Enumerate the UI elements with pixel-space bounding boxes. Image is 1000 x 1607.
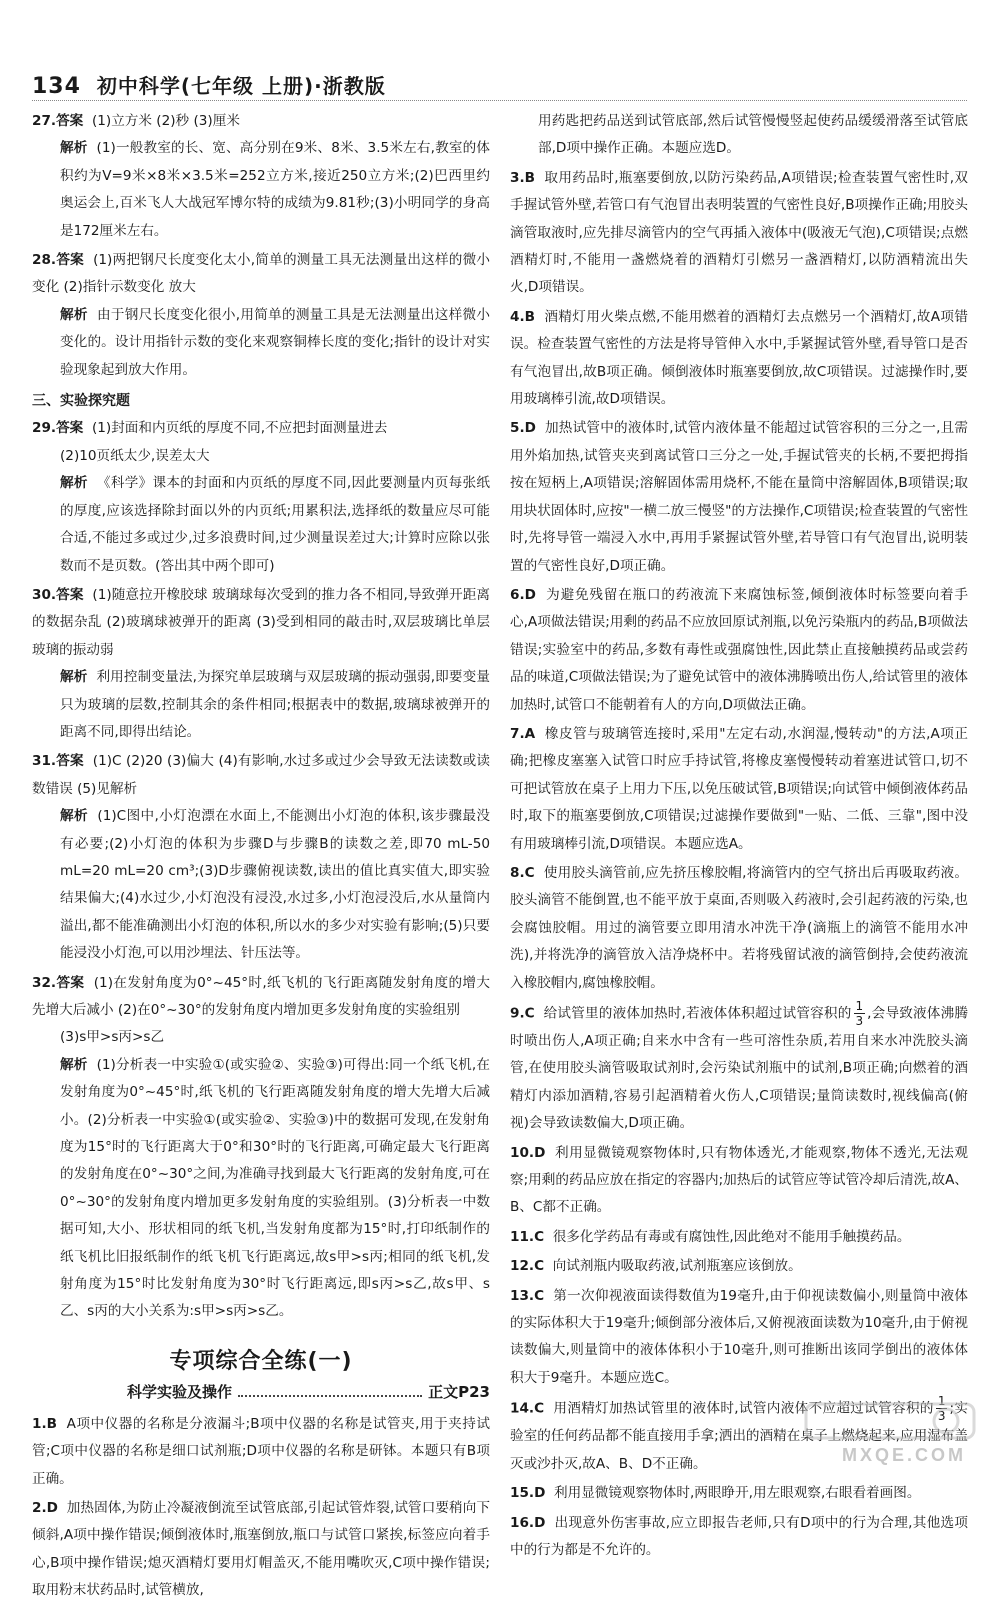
right-column <box>510 108 968 1566</box>
answer-label: 答案 <box>56 252 84 269</box>
answer-label: 答案 <box>56 420 84 437</box>
fraction-one-third <box>854 999 866 1028</box>
book-title: 初中科学(七年级 上册)·浙教版 <box>96 74 386 98</box>
question-32 <box>32 970 490 1326</box>
solution-number: 9.C <box>510 1005 535 1022</box>
chapter-title: 专项综合全练(一) <box>169 1348 353 1374</box>
solution-text: A项中仪器的名称是分液漏斗;B项中仪器的名称是试管夹,用于夹持试管;C项中仪器的名称是细口试剂瓶;D项中仪器的名称是研钵。本题只有B项正确。 <box>32 1415 490 1487</box>
answer-text-3: (3)s甲>s丙>s乙 <box>60 1029 165 1046</box>
question-30 <box>32 582 490 746</box>
answer-label: 答案 <box>56 113 84 129</box>
solution-number: 13.C <box>510 1287 545 1304</box>
solution-number: 5.D <box>510 420 536 437</box>
solution-4 <box>510 304 968 414</box>
explanation-label: 解析 <box>60 1056 88 1073</box>
question-number: 32. <box>32 974 57 991</box>
explanation-text: (1)分析表一中实验①(或实验②、实验③)可得出:同一个纸飞机,在发射角度为0°~45°时,纸飞机的飞行距离随发射角度的增大先增大后减小。(2)分析表一中实验①(或实验②、实验③)中的数据可发现,在发射角度为15°时的飞行距离大于0°和30°时的飞行距离,可确定最大飞行距离的发射角度在0°~30°之间,为准确寻找到最大飞行距离的发射角度,可在0°~30°的发射角度内增加更多发射角度的实验组别。(3)分析表一中数据可知,大小、形状相同的纸飞机,当发射角度都为15°时,打印纸制作的纸飞机比旧报纸制作的纸飞机飞行距离远,故s甲>s丙;相同的纸飞机,发射角度为15°时比发射角度为30°时飞行距离远,即s丙>s乙,故s甲、s乙、s丙的大小关系为:s甲>s丙>s乙。 <box>60 1056 491 1320</box>
solution-number: 14.C <box>510 1400 545 1417</box>
leader-dots <box>238 1395 422 1397</box>
solution-text: 向试剂瓶内吸取药液,试剂瓶塞应该倒放。 <box>552 1258 802 1275</box>
solution-text: 利用显微镜观察物体时,只有物体透光,才能观察,物体不透光,无法观察;用剩的药品应放在指定的容器内;加热后的试管应等试管冷却后清洗,故A、B、C都不正确。 <box>510 1144 968 1216</box>
page-header <box>32 70 386 99</box>
explanation-label: 解析 <box>60 808 88 825</box>
solution-text: 取用药品时,瓶塞要倒放,以防污染药品,A项错误;检查装置气密性时,双手握试管外壁,若管口有气泡冒出表明装置的气密性良好,B项操作正确;用胶头滴管取液时,应先排尽滴管内的空气再插入液体中(吸液无气泡),C项错误;点燃酒精灯时,不能用一盏燃烧着的酒精灯引燃另一盏酒精灯,以防酒精流出失火,D项错误。 <box>510 169 968 296</box>
solution-number: 6.D <box>510 586 536 603</box>
answer-text-2: (2)10页纸太少,误差太大 <box>60 447 210 464</box>
answer-text: (1)C (2)20 (3)偏大 (4)有影响,水过多或过少会导致无法读数或读数错误 (5)见解析 <box>32 753 490 797</box>
solution-text: 酒精灯用火柴点燃,不能用燃着的酒精灯去点燃另一个酒精灯,故A项错误。检查装置气密性的方法是将导管伸入水中,手紧握试管外壁,看导管口是否有气泡冒出,故B项正确。倾倒液体时瓶塞要倒放,故C项错误。过滤操作时,要用玻璃棒引流,故D项错误。 <box>510 308 968 408</box>
solution-number: 10.D <box>510 1144 546 1161</box>
solution-number: 2.D <box>32 1499 58 1516</box>
fraction-numerator: 1 <box>855 999 864 1013</box>
solution-number: 12.C <box>510 1258 545 1275</box>
question-number: 30. <box>32 586 57 603</box>
explanation-text: 《科学》课本的封面和内页纸的厚度不同,因此要测量内页每张纸的厚度,应该选择除封面以外的内页纸;用累积法,选择纸的数量应尽可能合适,不能过多或过少,过多浪费时间,过少测量误差过大;计算时应除以张数而不是页数。(答出其中两个即可) <box>60 475 490 574</box>
solution-number: 11.C <box>510 1228 545 1245</box>
solution-10 <box>510 1140 968 1222</box>
solution-11 <box>510 1224 968 1251</box>
solution-8 <box>510 860 968 997</box>
section-heading: 三、实验探究题 <box>32 393 130 410</box>
solution-6 <box>510 582 968 719</box>
solution-number: 3.B <box>510 169 535 186</box>
solution-text: 第一次仰视液面读得数值为19毫升,由于仰视读数偏小,则量筒中液体的实际体积大于19毫升;倾倒部分液体后,又俯视液面读数为10毫升,由于俯视读数偏大,则量筒中的液体体积小于10毫升,则可推断出该同学倒出的液体体积大于9毫升。本题应选C。 <box>510 1287 968 1386</box>
solution-text: 利用显微镜观察物体时,两眼睁开,用左眼观察,右眼看着画图。 <box>554 1485 921 1502</box>
solution-text: 用药匙把药品送到试管底部,然后试管慢慢竖起使药品缓缓滑落至试管底部,D项中操作正确。本题应选D。 <box>538 113 968 157</box>
solution-number: 4.B <box>510 308 535 325</box>
solution-15 <box>510 1480 968 1507</box>
answer-label: 答案 <box>56 974 85 991</box>
answer-text: (1)在发射角度为0°~45°时,纸飞机的飞行距离随发射角度的增大先增大后减小 (2)在0°~30°的发射角度内增加更多发射角度的实验组别 <box>32 974 490 1018</box>
solution-3 <box>510 165 968 302</box>
answer-text: (1)随意拉开橡胶球 玻璃球每次受到的推力各不相同,导致弹开距离的数据杂乱 (2)玻璃球被弹开的距离 (3)受到相同的敲击时,双层玻璃比单层玻璃的振动弱 <box>32 586 490 658</box>
solution-9 <box>510 999 968 1138</box>
solution-13 <box>510 1283 968 1393</box>
answer-text: (1)两把钢尺长度变化太小,简单的测量工具无法测量出这样的微小变化 (2)指针示数变化 放大 <box>32 252 491 296</box>
explanation-text: (1)C图中,小灯泡漂在水面上,不能测出小灯泡的体积,该步骤最没有必要;(2)小灯泡的体积为步骤D与步骤B的读数之差,即70 mL-50 mL=20 mL=20 cm³;(3)D步骤俯视读数,读出的值比真实值大,即实验结果偏大;(4)水过少,小灯泡没有浸没,水过多,小灯泡浸没后,水从量筒内溢出,都不能准确测出小灯泡的体积,所以水的多少对实验有影响;(5)只要能浸没小灯泡,可以用沙埋法、针压法等。 <box>60 808 490 962</box>
subchapter-title: 科学实验及操作 <box>127 1383 233 1402</box>
solution-text: 为避免残留在瓶口的药液流下来腐蚀标签,倾倒液体时标签要向着手心,A项做法错误;用剩的药品不应放回原试剂瓶,以免污染瓶内的药品,B项做法错误;实验室中的药品,多数有毒性或强腐蚀性,因此禁止直接触摸药品或尝药品的味道,C项做法错误;为了避免试管中的液体沸腾喷出伤人,给试管里的液体加热时,试管口不能朝着有人的方向,D项做法正确。 <box>510 586 968 713</box>
solution-number: 7.A <box>510 725 536 742</box>
solution-2-continued <box>510 108 968 163</box>
explanation-text: 由于钢尺长度变化很小,用简单的测量工具是无法测量出这样微小变化的。设计用指针示数的变化来观察铜棒长度的变化;指针的设计对实验现象起到放大作用。 <box>60 306 490 378</box>
question-number: 28. <box>32 252 57 269</box>
solution-text: 使用胶头滴管前,应先挤压橡胶帽,将滴管内的空气挤出后再吸取药液。胶头滴管不能倒置,也不能平放于桌面,否则吸入药液时,会引起药液的污染,也会腐蚀胶帽。用过的滴管要立即用清水冲洗干净(滴瓶上的滴管不能用水冲洗),并将洗净的滴管放入洁净烧杯中。若将残留试液的滴管倒持,会使药液流入橡胶帽内,腐蚀橡胶帽。 <box>510 864 968 991</box>
fraction-denominator: 3 <box>937 1409 946 1424</box>
explanation-label: 解析 <box>60 669 88 686</box>
solution-text-cont: ;实验室的任何药品都不能直接用手拿;洒出的酒精在桌子上燃烧起来,应用湿布盖灭或沙扑灭,故A、B、D不正确。 <box>510 1400 968 1472</box>
header-divider <box>32 100 967 101</box>
question-27 <box>32 108 490 245</box>
answer-text: (1)封面和内页纸的厚度不同,不应把封面测量进去 <box>91 420 388 437</box>
solution-text: 橡皮管与玻璃管连接时,采用"左定右动,水润湿,慢转动"的方法,A项正确;把橡皮塞塞入试管口时应手持试管,将橡皮塞慢慢转动着塞进试管口,切不可把试管放在桌子上用力下压,以免压破试管,B项错误;向试管中倾倒液体药品时,取下的瓶塞要倒放,C项错误;过滤操作要做到"一贴、二低、三靠",图中没有用玻璃棒引流,D项错误。本题应选A。 <box>510 725 968 852</box>
solution-number: 8.C <box>510 864 535 881</box>
solution-number: 1.B <box>32 1415 57 1432</box>
solution-2 <box>32 1495 490 1605</box>
explanation-text: 利用控制变量法,为探究单层玻璃与双层玻璃的振动强弱,即要变量只为玻璃的层数,控制其余的条件相同;根据表中的数据,玻璃球被弹开的距离不同,即得出结论。 <box>60 669 491 740</box>
question-29 <box>32 415 490 579</box>
fraction-numerator: 1 <box>937 1394 946 1409</box>
solution-12 <box>510 1253 968 1280</box>
answer-label: 答案 <box>56 586 84 603</box>
solution-1 <box>32 1411 490 1493</box>
solution-text: 加热固体,为防止冷凝液倒流至试管底部,引起试管炸裂,试管口要稍向下倾斜,A项中操作错误;倾倒液体时,瓶塞倒放,瓶口与试管口紧挨,标签应向着手心,B项中操作错误;熄灭酒精灯要用灯帽盖灭,不能用嘴吹灭,C项中操作错误;取用粉末状药品时,试管横放, <box>32 1499 490 1599</box>
solution-text: 加热试管中的液体时,试管内液体量不能超过试管容积的三分之一,且需用外焰加热,试管夹夹到离试管口三分之一处,手握试管夹的长柄,不要把拇指按在短柄上,A项错误;溶解固体需用烧杯,不能在量筒中溶解固体,B项错误;取用块状固体时,应按"一横二放三慢竖"的方法操作,C项错误;检查装置的气密性时,先将导管一端浸入水中,再用手紧握试管外壁,若导管口有气泡冒出,说明装置的气密性良好,D项正确。 <box>510 420 968 574</box>
page-reference: 正文P23 <box>428 1383 490 1402</box>
solution-number: 16.D <box>510 1514 546 1531</box>
explanation-label: 解析 <box>60 306 88 323</box>
answer-label: 答案 <box>56 753 84 770</box>
explanation-label: 解析 <box>60 140 88 157</box>
solution-text: 用酒精灯加热试管里的液体时,试管内液体不应超过试管容积的 <box>553 1400 934 1417</box>
solution-16 <box>510 1510 968 1565</box>
question-31 <box>32 748 490 967</box>
explanation-text: (1)一般教室的长、宽、高分别在9米、8米、3.5米左右,教室的体积约为V=9米×8米×3.5米=252立方米,接近250立方米;(2)巴西里约奥运会上,百米飞人大战冠军博尔特的成绩为9.81秒;(3)小明同学的身高是172厘米左右。 <box>60 140 490 239</box>
subchapter-title-row <box>32 1379 490 1406</box>
solution-5 <box>510 415 968 579</box>
question-number: 29. <box>32 420 57 437</box>
solution-7 <box>510 721 968 858</box>
solution-text-cont: ,会导致液体沸腾时喷出伤人,A项正确;自来水中含有一些可溶性杂质,若用自来水冲洗胶头滴管,在使用胶头滴管吸取试剂时,会污染试剂瓶中的试剂,B项正确;向燃着的酒精灯内添加酒精,容易引起酒精着火伤人,C项错误;量筒读数时,视线偏高(俯视)会导致读数偏大,D项正确。 <box>510 1005 968 1132</box>
page-number: 134 <box>32 74 81 99</box>
solution-text: 出现意外伤害事故,应立即报告老师,只有D项中的行为合理,其他选项中的行为都是不允许的。 <box>510 1514 968 1558</box>
watermark-text: MXQE.COM <box>841 1445 966 1465</box>
fraction-denominator: 3 <box>855 1014 864 1028</box>
solution-text: 很多化学药品有毒或有腐蚀性,因此绝对不能用手触摸药品。 <box>552 1228 911 1245</box>
explanation-label: 解析 <box>60 475 88 492</box>
left-column <box>32 108 490 1607</box>
solution-text: 给试管里的液体加热时,若液体体积超过试管容积的 <box>543 1005 852 1022</box>
answer-text: (1)立方米 (2)秒 (3)厘米 <box>91 113 240 129</box>
question-number: 27. <box>32 113 57 129</box>
question-28 <box>32 247 490 384</box>
question-number: 31. <box>32 753 57 770</box>
solution-number: 15.D <box>510 1485 546 1502</box>
